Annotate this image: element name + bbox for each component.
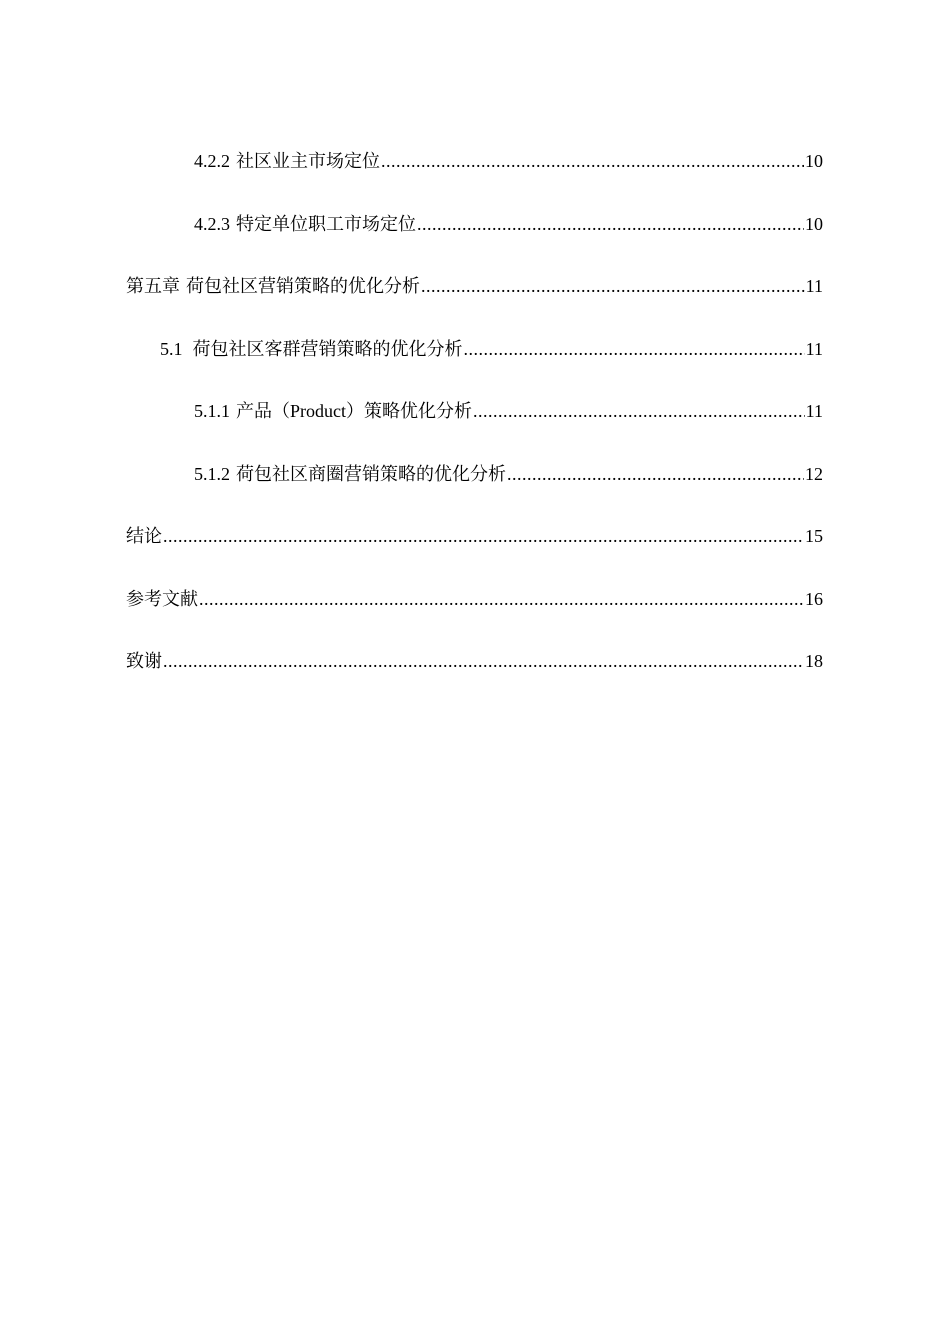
toc-entry-acknowledgements[interactable] xyxy=(126,642,823,705)
toc-entry-5-1[interactable] xyxy=(126,330,823,393)
toc-dot-leader xyxy=(163,517,804,555)
toc-entry-5-1-1[interactable] xyxy=(126,392,823,455)
toc-dot-leader xyxy=(421,267,805,305)
toc-page-number: 15 xyxy=(805,526,823,546)
toc-entry-title: 产品（Product）策略优化分析 xyxy=(236,401,472,421)
toc-entry-number: 5.1 xyxy=(160,338,183,359)
toc-dot-leader xyxy=(507,455,804,493)
toc-entry-references[interactable] xyxy=(126,580,823,643)
toc-entry-number: 第五章 xyxy=(126,276,180,296)
toc-page-number: 10 xyxy=(805,151,823,171)
table-of-contents xyxy=(126,142,823,705)
toc-entry-5-1-2[interactable] xyxy=(126,455,823,518)
toc-entry-chapter-5[interactable] xyxy=(126,267,823,330)
toc-entry-number: 5.1.1 xyxy=(194,401,230,421)
toc-page-number: 10 xyxy=(805,213,823,234)
toc-entry-title: 参考文献 xyxy=(126,588,198,609)
toc-entry-title: 致谢 xyxy=(126,651,162,671)
toc-dot-leader xyxy=(464,330,805,368)
toc-entry-title: 荷包社区商圈营销策略的优化分析 xyxy=(236,463,506,484)
toc-dot-leader xyxy=(163,642,804,680)
toc-entry-title: 荷包社区客群营销策略的优化分析 xyxy=(192,338,463,359)
toc-entry-number: 4.2.2 xyxy=(194,151,230,171)
toc-entry-4-2-2[interactable] xyxy=(126,142,823,205)
toc-entry-4-2-3[interactable] xyxy=(126,205,823,268)
toc-page-number: 11 xyxy=(805,338,823,359)
toc-dot-leader xyxy=(199,580,804,618)
toc-entry-title: 特定单位职工市场定位 xyxy=(236,213,416,234)
toc-entry-number: 5.1.2 xyxy=(194,463,230,484)
toc-entry-title: 荷包社区营销策略的优化分析 xyxy=(186,276,420,296)
toc-dot-leader xyxy=(417,205,804,243)
toc-page-number: 12 xyxy=(805,463,823,484)
toc-entry-title: 社区业主市场定位 xyxy=(236,151,380,171)
toc-entry-title: 结论 xyxy=(126,526,162,546)
toc-dot-leader xyxy=(473,392,805,430)
toc-dot-leader xyxy=(381,142,804,180)
toc-page-number: 18 xyxy=(805,651,823,671)
toc-page-number: 16 xyxy=(805,588,823,609)
toc-page-number: 11 xyxy=(805,276,823,296)
toc-entry-number: 4.2.3 xyxy=(194,213,230,234)
toc-page-number: 11 xyxy=(805,401,823,421)
toc-entry-conclusion[interactable] xyxy=(126,517,823,580)
